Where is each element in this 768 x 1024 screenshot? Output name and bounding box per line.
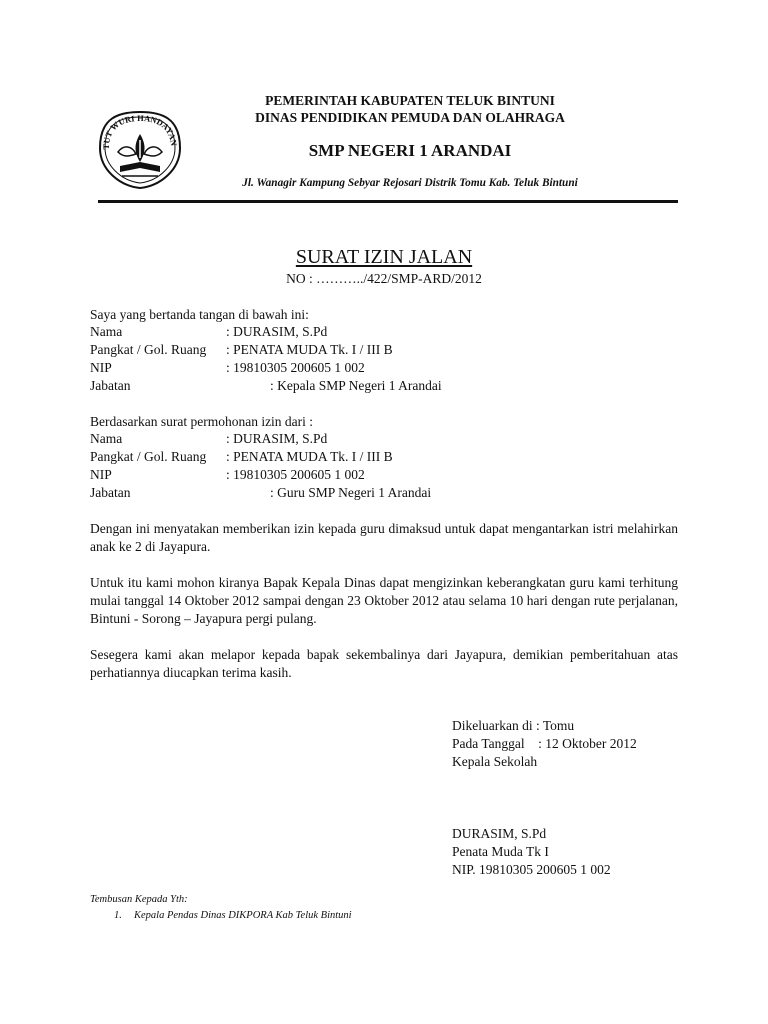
issued-at: Dikeluarkan di : Tomu [452,718,575,733]
paragraph-text: Dengan ini menyatakan memberikan izin kepada guru dimaksud untuk dapat mengantarkan istri melahirkan anak ke 2 di Jayapura. [90,521,678,554]
nama-label: Nama [90,431,123,446]
issue-date: Pada Tanggal : 12 Oktober 2012 [452,736,637,751]
paragraph-closing [90,646,678,682]
jabatan-label: Jabatan [90,378,131,393]
pangkat-value: : PENATA MUDA Tk. I / III B [226,342,393,357]
nama-value: : DURASIM, S.Pd [226,431,328,446]
pangkat-value: : PENATA MUDA Tk. I / III B [226,449,393,464]
signer-details [452,825,611,879]
header-address: Jl. Wanagir Kampung Sebyar Rejosari Distrik Tomu Kab. Teluk Bintuni [242,177,578,189]
nip-label: NIP [90,467,112,482]
header-divider [98,200,678,203]
section2-intro: Berdasarkan surat permohonan izin dari : [90,414,314,429]
paragraph-text: Untuk itu kami mohon kiranya Bapak Kepala Dinas dapat mengizinkan keberangkatan guru kami terhitung mulai tanggal 14 Oktober 2012 sampai dengan 23 Oktober 2012 atau selama 10 hari dengan rute perjalanan, Bintuni - Sorong – Jayapura pergi pulang. [90,575,678,626]
tembusan-item-number: 1. [114,910,122,921]
tembusan-item-text: Kepala Pendas Dinas DIKPORA Kab Teluk Bintuni [134,910,352,921]
signer-rank: Penata Muda Tk I [452,844,549,859]
letter-title: SURAT IZIN JALAN [295,246,473,268]
nip-value: : 19810305 200605 1 002 [226,360,365,375]
nama-label: Nama [90,324,123,339]
svg-text:TUT WURI HANDAYANI: TUT WURI HANDAYAN [100,112,180,150]
header-school-name: SMP NEGERI 1 ARANDAI [308,141,512,160]
signature-block [452,717,637,771]
pangkat-label: Pangkat / Gol. Ruang [90,449,207,464]
paragraph-text: Sesegera kami akan melapor kepada bapak sekembalinya dari Jayapura, demikian pemberitahuan atas perhatiannya diucapkan terima kasih. [90,647,678,680]
signer-position: Kepala Sekolah [452,754,538,769]
nip-label: NIP [90,360,112,375]
section1-intro: Saya yang bertanda tangan di bawah ini: [90,307,309,322]
jabatan-value: : Kepala SMP Negeri 1 Arandai [270,378,442,393]
pangkat-label: Pangkat / Gol. Ruang [90,342,207,357]
header-government: PEMERINTAH KABUPATEN TELUK BINTUNI [265,93,555,108]
letter-number: NO : ………../422/SMP-ARD/2012 [286,271,482,286]
jabatan-value: : Guru SMP Negeri 1 Arandai [270,485,432,500]
paragraph-permission [90,520,678,556]
header-department: DINAS PENDIDIKAN PEMUDA DAN OLAHRAGA [255,110,565,125]
tut-wuri-handayani-logo [92,104,188,192]
nip-value: : 19810305 200605 1 002 [226,467,365,482]
nama-value: : DURASIM, S.Pd [226,324,328,339]
jabatan-label: Jabatan [90,485,131,500]
paragraph-request [90,574,678,628]
signer-name: DURASIM, S.Pd [452,826,547,841]
tembusan-heading: Tembusan Kepada Yth: [90,894,188,905]
signer-nip: NIP. 19810305 200605 1 002 [452,862,611,877]
